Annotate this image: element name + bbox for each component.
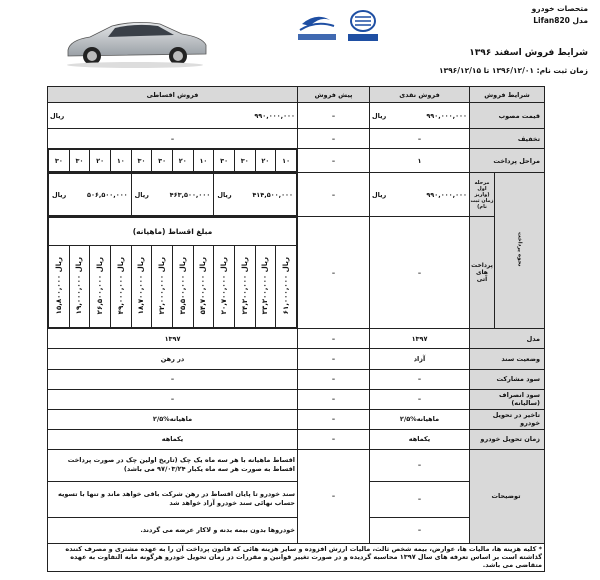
model-label: مدل bbox=[572, 16, 588, 25]
company-name: متحصات خودرو bbox=[531, 4, 588, 13]
table-row bbox=[48, 349, 545, 369]
col-conditions: شرایط فروش bbox=[470, 87, 545, 103]
cash-future: – bbox=[370, 217, 470, 329]
cash-stages: ۱ bbox=[370, 149, 470, 173]
table-row bbox=[48, 449, 545, 481]
cash-discount: – bbox=[370, 129, 470, 149]
inst-discount: – bbox=[48, 129, 298, 149]
future-payments-cell bbox=[48, 217, 298, 329]
inst-model: ۱۳۹۷ bbox=[48, 329, 298, 349]
installment-amount bbox=[172, 246, 193, 328]
cash-price-cell bbox=[370, 103, 470, 129]
stage-month: ۱۰ bbox=[276, 150, 297, 172]
stage-month: ۳۰ bbox=[131, 150, 152, 172]
unit: ریال bbox=[178, 257, 187, 273]
cash-price: ۹۹۰,۰۰۰,۰۰۰ bbox=[426, 111, 467, 120]
unit: ریال bbox=[372, 190, 387, 199]
installment-title: مبلغ اقساط (ماهیانه) bbox=[49, 218, 297, 246]
first-payment-group bbox=[214, 174, 297, 216]
installment-value: ۲۲,۰۰۰,۰۰۰ bbox=[158, 275, 167, 315]
prepay-notes: – bbox=[298, 449, 370, 543]
prepay-future: – bbox=[298, 217, 370, 329]
cash-cancel: – bbox=[370, 389, 470, 409]
stages-cell bbox=[48, 149, 298, 173]
installment-amount bbox=[69, 246, 90, 328]
prepay-delay: – bbox=[298, 409, 370, 429]
unit: ریال bbox=[372, 111, 387, 120]
first-payment-value: ۴۶۳,۵۰۰,۰۰۰ bbox=[169, 190, 211, 199]
header bbox=[0, 0, 600, 90]
installment-value: ۶۱,۰۰۰,۰۰۰ bbox=[282, 275, 291, 315]
row-label-delivery: زمان تحویل خودرو bbox=[470, 429, 545, 449]
prepay-stages: – bbox=[298, 149, 370, 173]
row-label-price: قیمت مصوب bbox=[470, 103, 545, 129]
inst-price: ۹۹۰,۰۰۰,۰۰۰ bbox=[254, 111, 295, 120]
table-row bbox=[48, 103, 545, 129]
row-label-first: مرحله اول (واریز زمان ثبت نام) bbox=[470, 173, 495, 217]
cash-notes: – bbox=[370, 517, 470, 543]
unit: ریال bbox=[217, 190, 232, 199]
table-row bbox=[48, 389, 545, 409]
prepay-model: – bbox=[298, 329, 370, 349]
installment-amount bbox=[276, 246, 297, 328]
row-label-notes: توضیحات bbox=[470, 449, 545, 543]
stage-month: ۲۰ bbox=[255, 150, 276, 172]
stage-month: ۲۰ bbox=[172, 150, 193, 172]
model-name: Lifan820 bbox=[533, 16, 570, 25]
row-label-model: مدل bbox=[470, 329, 545, 349]
unit: ریال bbox=[199, 257, 208, 273]
table-row bbox=[48, 409, 545, 429]
prepay-discount: – bbox=[298, 129, 370, 149]
payment-side-label: نحوه پرداخت bbox=[516, 232, 523, 268]
lifan-logo bbox=[344, 8, 382, 44]
unit: ریال bbox=[158, 257, 167, 273]
installment-amount bbox=[90, 246, 111, 328]
unit: ریال bbox=[240, 257, 249, 273]
installment-amount bbox=[214, 246, 235, 328]
note-item: خودروها بدون بیمه بدنه و لاکار عرضه می گردند. bbox=[48, 517, 298, 543]
unit: ریال bbox=[220, 257, 229, 273]
row-label-delay: تاخیر در تحویل خودرو bbox=[470, 409, 545, 429]
page-title: شرایط فروش اسفند ۱۳۹۶ bbox=[469, 48, 588, 58]
inst-cancel: – bbox=[48, 389, 298, 409]
unit: ریال bbox=[261, 257, 270, 273]
table-row bbox=[48, 329, 545, 349]
installment-amount bbox=[193, 246, 214, 328]
note-item: اقساط ماهیانه با هر سه ماه یک چک (تاریخ اولین چک در صورت پرداخت اقساط به صورت هر سه ماه یکبار ۹۷/۰۳/۲۴ می باشد) bbox=[48, 449, 298, 481]
prepay-delivery: – bbox=[298, 429, 370, 449]
stage-month: ۳۰ bbox=[152, 150, 173, 172]
stage-month: ۱۰ bbox=[193, 150, 214, 172]
reg-label: زمان ثبت نام: bbox=[536, 66, 588, 75]
installment-value: ۳۳,۲۰۰,۰۰۰ bbox=[261, 275, 270, 315]
prepay-price: – bbox=[298, 103, 370, 129]
row-label-discount: تخفیف bbox=[470, 129, 545, 149]
first-payment-group bbox=[49, 174, 132, 216]
stage-month: ۳۰ bbox=[214, 150, 235, 172]
car-image bbox=[60, 12, 210, 70]
row-label-stages: مراحل پرداخت bbox=[470, 149, 545, 173]
footnote: * کلیه هزینه ها، مالیات ها، عوارض، بیمه شخص ثالث، مالیات ارزش افزوده و سایر هزینه هائی که قانون پرداخت آن را به عهده مشتری و مصرف کننده گذاشته است بر اساس تعرفه های سال ۱۳۹۷ محاسبه گردیده و در صورت تغییر قوانین و مقررات در زمان تحویل خودرو هرگونه مابه التفاوت به عهده متقاضی می باشد. bbox=[48, 543, 545, 571]
cash-first: ۹۹۰,۰۰۰,۰۰۰ bbox=[426, 190, 467, 199]
cash-participation: – bbox=[370, 369, 470, 389]
dealer-logo bbox=[296, 10, 338, 44]
unit: ریال bbox=[96, 257, 105, 273]
note-item: سند خودرو تا پایان اقساط در رهن شرکت باقی خواهد ماند و تنها با تسویه حساب نهائی سند خودرو آزاد خواهد شد bbox=[48, 481, 298, 517]
installment-amount bbox=[110, 246, 131, 328]
unit: ریال bbox=[137, 257, 146, 273]
row-label-doc-status: وضعیت سند bbox=[470, 349, 545, 369]
cash-delivery: یکماهه bbox=[370, 429, 470, 449]
installment-value: ۲۰,۷۰۰,۰۰۰ bbox=[220, 275, 229, 315]
stage-month: ۱۰ bbox=[110, 150, 131, 172]
installment-value: ۵۴,۷۰۰,۰۰۰ bbox=[199, 275, 208, 315]
footnote-row bbox=[48, 543, 545, 571]
installment-amount bbox=[152, 246, 173, 328]
table-row bbox=[48, 429, 545, 449]
inst-price-cell bbox=[48, 103, 298, 129]
unit: ریال bbox=[54, 257, 63, 273]
first-payment-cell bbox=[48, 173, 298, 217]
col-installment: فروش اقساطی bbox=[48, 87, 298, 103]
sales-conditions-table bbox=[47, 86, 545, 572]
first-payment-group bbox=[131, 174, 214, 216]
payment-side-cell bbox=[495, 173, 545, 329]
inst-delivery: یکماهه bbox=[48, 429, 298, 449]
cash-model: ۱۳۹۷ bbox=[370, 329, 470, 349]
installment-amount bbox=[131, 246, 152, 328]
future-payments-grid bbox=[48, 217, 297, 328]
cash-notes: – bbox=[370, 449, 470, 481]
col-prepay: پیش فروش bbox=[298, 87, 370, 103]
inst-doc-status: در رهن bbox=[48, 349, 298, 369]
registration-period bbox=[439, 66, 588, 75]
row-label-cancel: سود انصراف (سالیانه) bbox=[470, 389, 545, 409]
stages-grid bbox=[48, 149, 297, 172]
cash-notes: – bbox=[370, 481, 470, 517]
stage-month: ۳۰ bbox=[49, 150, 70, 172]
cash-delay: ۲/۵%ماهیانه bbox=[370, 409, 470, 429]
table-row bbox=[48, 173, 545, 217]
unit: ریال bbox=[134, 190, 149, 199]
inst-participation: – bbox=[48, 369, 298, 389]
installment-value: ۲۶,۵۰۰,۰۰۰ bbox=[96, 275, 105, 315]
table-row bbox=[48, 149, 545, 173]
installment-value: ۴۹,۰۰۰,۰۰۰ bbox=[116, 275, 125, 315]
inst-delay: ۲/۵%ماهیانه bbox=[48, 409, 298, 429]
stage-month: ۳۰ bbox=[234, 150, 255, 172]
table-row bbox=[48, 369, 545, 389]
row-label-participation: سود مشارکت bbox=[470, 369, 545, 389]
prepay-cancel: – bbox=[298, 389, 370, 409]
unit: ریال bbox=[52, 190, 67, 199]
table-row bbox=[48, 129, 545, 149]
installment-value: ۳۵,۵۰۰,۰۰۰ bbox=[178, 275, 187, 315]
installment-amount bbox=[255, 246, 276, 328]
stage-month: ۳۰ bbox=[69, 150, 90, 172]
installment-amount bbox=[49, 246, 70, 328]
table-row bbox=[48, 217, 545, 329]
cash-doc-status: آزاد bbox=[370, 349, 470, 369]
installment-value: ۱۵,۸۰۰,۰۰۰ bbox=[54, 275, 63, 315]
cash-first-cell bbox=[370, 173, 470, 217]
unit: ریال bbox=[116, 257, 125, 273]
table-header-row bbox=[48, 87, 545, 103]
row-label-future: پرداخت های آتی bbox=[470, 217, 495, 329]
installment-amount bbox=[234, 246, 255, 328]
installment-value: ۱۹,۰۰۰,۰۰۰ bbox=[75, 275, 84, 315]
stage-month: ۲۰ bbox=[90, 150, 111, 172]
installment-value: ۱۸,۷۰۰,۰۰۰ bbox=[137, 275, 146, 315]
col-cash: فروش نقدی bbox=[370, 87, 470, 103]
first-payment-value: ۴۱۴,۵۰۰,۰۰۰ bbox=[252, 190, 293, 199]
first-payment-grid bbox=[48, 173, 297, 216]
unit: ریال bbox=[75, 257, 84, 273]
first-payment-value: ۵۰۶,۵۰۰,۰۰۰ bbox=[87, 190, 128, 199]
prepay-participation: – bbox=[298, 369, 370, 389]
prepay-doc-status: – bbox=[298, 349, 370, 369]
prepay-first: – bbox=[298, 173, 370, 217]
unit: ریال bbox=[282, 257, 291, 273]
unit: ریال bbox=[50, 111, 65, 120]
installment-value: ۲۴,۲۰۰,۰۰۰ bbox=[240, 275, 249, 315]
model-line bbox=[533, 16, 588, 25]
reg-value: ۱۳۹۶/۱۲/۰۱ تا ۱۳۹۶/۱۲/۱۵ bbox=[438, 66, 535, 75]
